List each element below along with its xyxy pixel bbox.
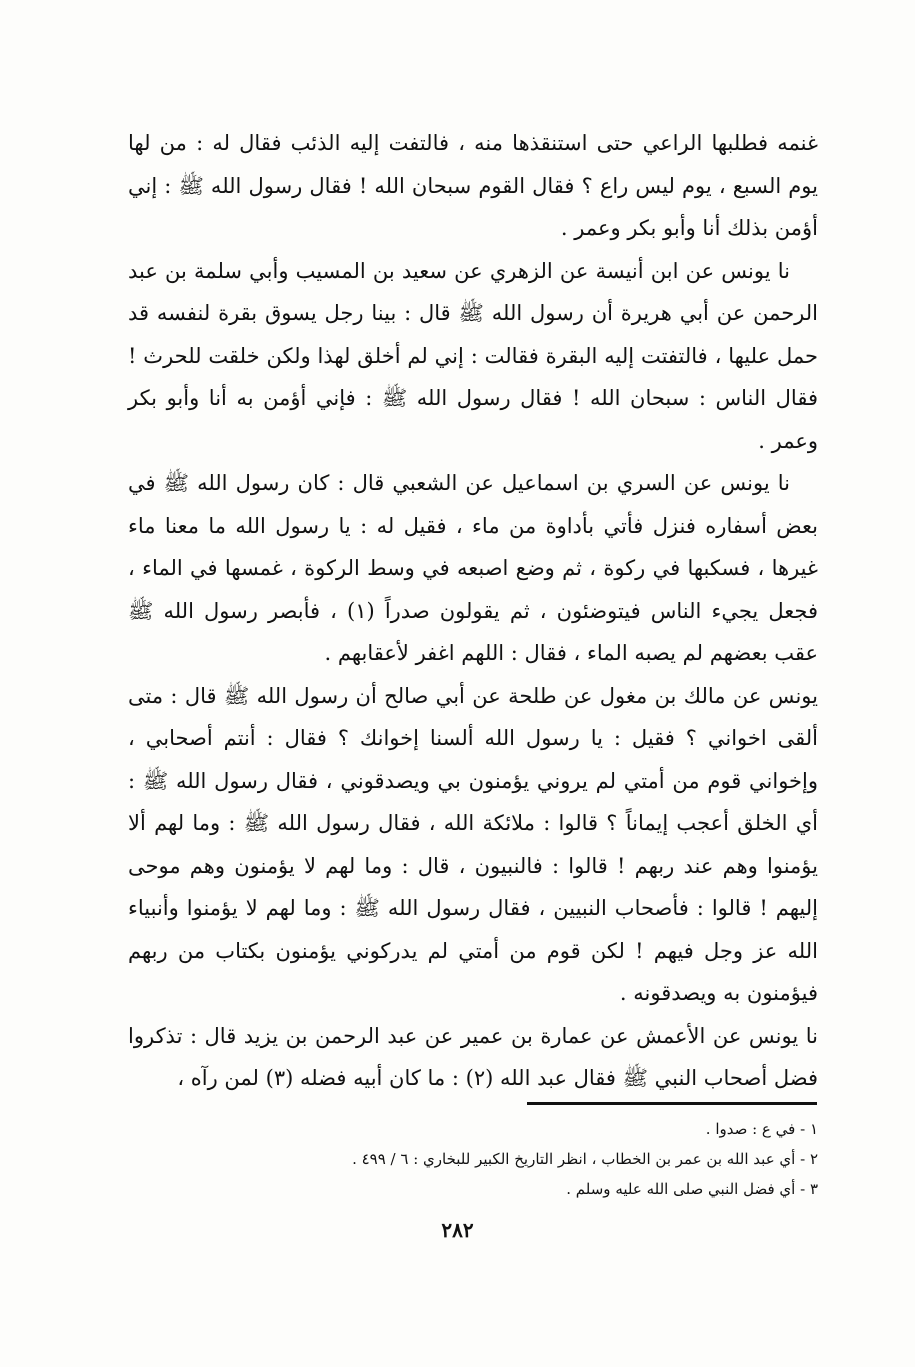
footnote-divider [527, 1102, 817, 1105]
paragraph-hadith-water: نا يونس عن السري بن اسماعيل عن الشعبي قال : كان رسول الله ﷺ في بعض أسفاره فنزل فأتي بأداوة من ماء ، فقيل له : يا رسول الله ما معنا ماء غيرها ، فسكبها في ركوة ، ثم وضع اصبعه في وسط الركوة ، غمسها في الماء ، فجعل يجيء الناس فيتوضئون ، ثم يقولون صدراً (١) ، فأبصر رسول الله ﷺ عقب بعضهم لم يصبه الماء ، فقال : اللهم اغفر لأعقابهم . [128, 471, 818, 665]
footnote-2: ٢ - أي عبد الله بن عمر بن الخطاب ، انظر التاريخ الكبير للبخاري : ٦ / ٤٩٩ . [352, 1150, 818, 1168]
paragraph-continuation: غنمه فطلبها الراعي حتى استنقذها منه ، فالتفت إليه الذئب فقال له : من لها يوم السبع ، يوم ليس راع ؟ فقال القوم سبحان الله ! فقال رسول الله ﷺ : إني أؤمن بذلك أنا وأبو بكر وعمر . [128, 131, 818, 240]
footnotes-block [128, 1114, 818, 1204]
paragraph-hadith-brothers: يونس عن مالك بن مغول عن طلحة عن أبي صالح أن رسول الله ﷺ قال : متى ألقى اخواني ؟ فقيل : يا رسول الله ألسنا إخوانك ؟ فقال : أنتم أصحابي ، وإخواني قوم من أمتي لم يروني يؤمنون بي ويصدقوني ، فقال رسول الله ﷺ : أي الخلق أعجب إيماناً ؟ قالوا : ملائكة الله ، فقال رسول الله ﷺ : وما لهم ألا يؤمنوا وهم عند ربهم ! قالوا : فالنبيون ، قال : وما لهم لا يؤمنون وهم موحى إليهم ! قالوا : فأصحاب النبيين ، فقال رسول الله ﷺ : وما لهم لا يؤمنوا وأنبياء الله عز وجل فيهم ! لكن قوم من أمتي لم يدركوني يؤمنون بكتاب من ربهم فيؤمنون به ويصدقونه . [128, 683, 818, 1005]
footnote-3: ٣ - أي فضل النبي صلى الله عليه وسلم . [566, 1180, 818, 1198]
main-text-block [128, 122, 818, 1100]
page-number: ٢٨٢ [441, 1218, 474, 1242]
paragraph-hadith-cow: نا يونس عن ابن أنيسة عن الزهري عن سعيد بن المسيب وأبي سلمة بن عبد الرحمن عن أبي هريرة أن رسول الله ﷺ قال : بينا رجل يسوق بقرة لنفسه قد حمل عليها ، فالتفتت إليه البقرة فقالت : إني لم أخلق لهذا ولكن خلقت للحرث ! فقال الناس : سبحان الله ! فقال رسول الله ﷺ : فإني أؤمن به أنا وأبو بكر وعمر . [128, 258, 818, 453]
footnote-1: ١ - في ع : صدوا . [705, 1120, 818, 1138]
paragraph-hadith-companions: نا يونس عن الأعمش عن عمارة بن عمير عن عبد الرحمن بن يزيد قال : تذكروا فضل أصحاب النبي ﷺ فقال عبد الله (٢) : ما كان أبيه فضله (٣) لمن رآه ، [128, 1023, 818, 1090]
